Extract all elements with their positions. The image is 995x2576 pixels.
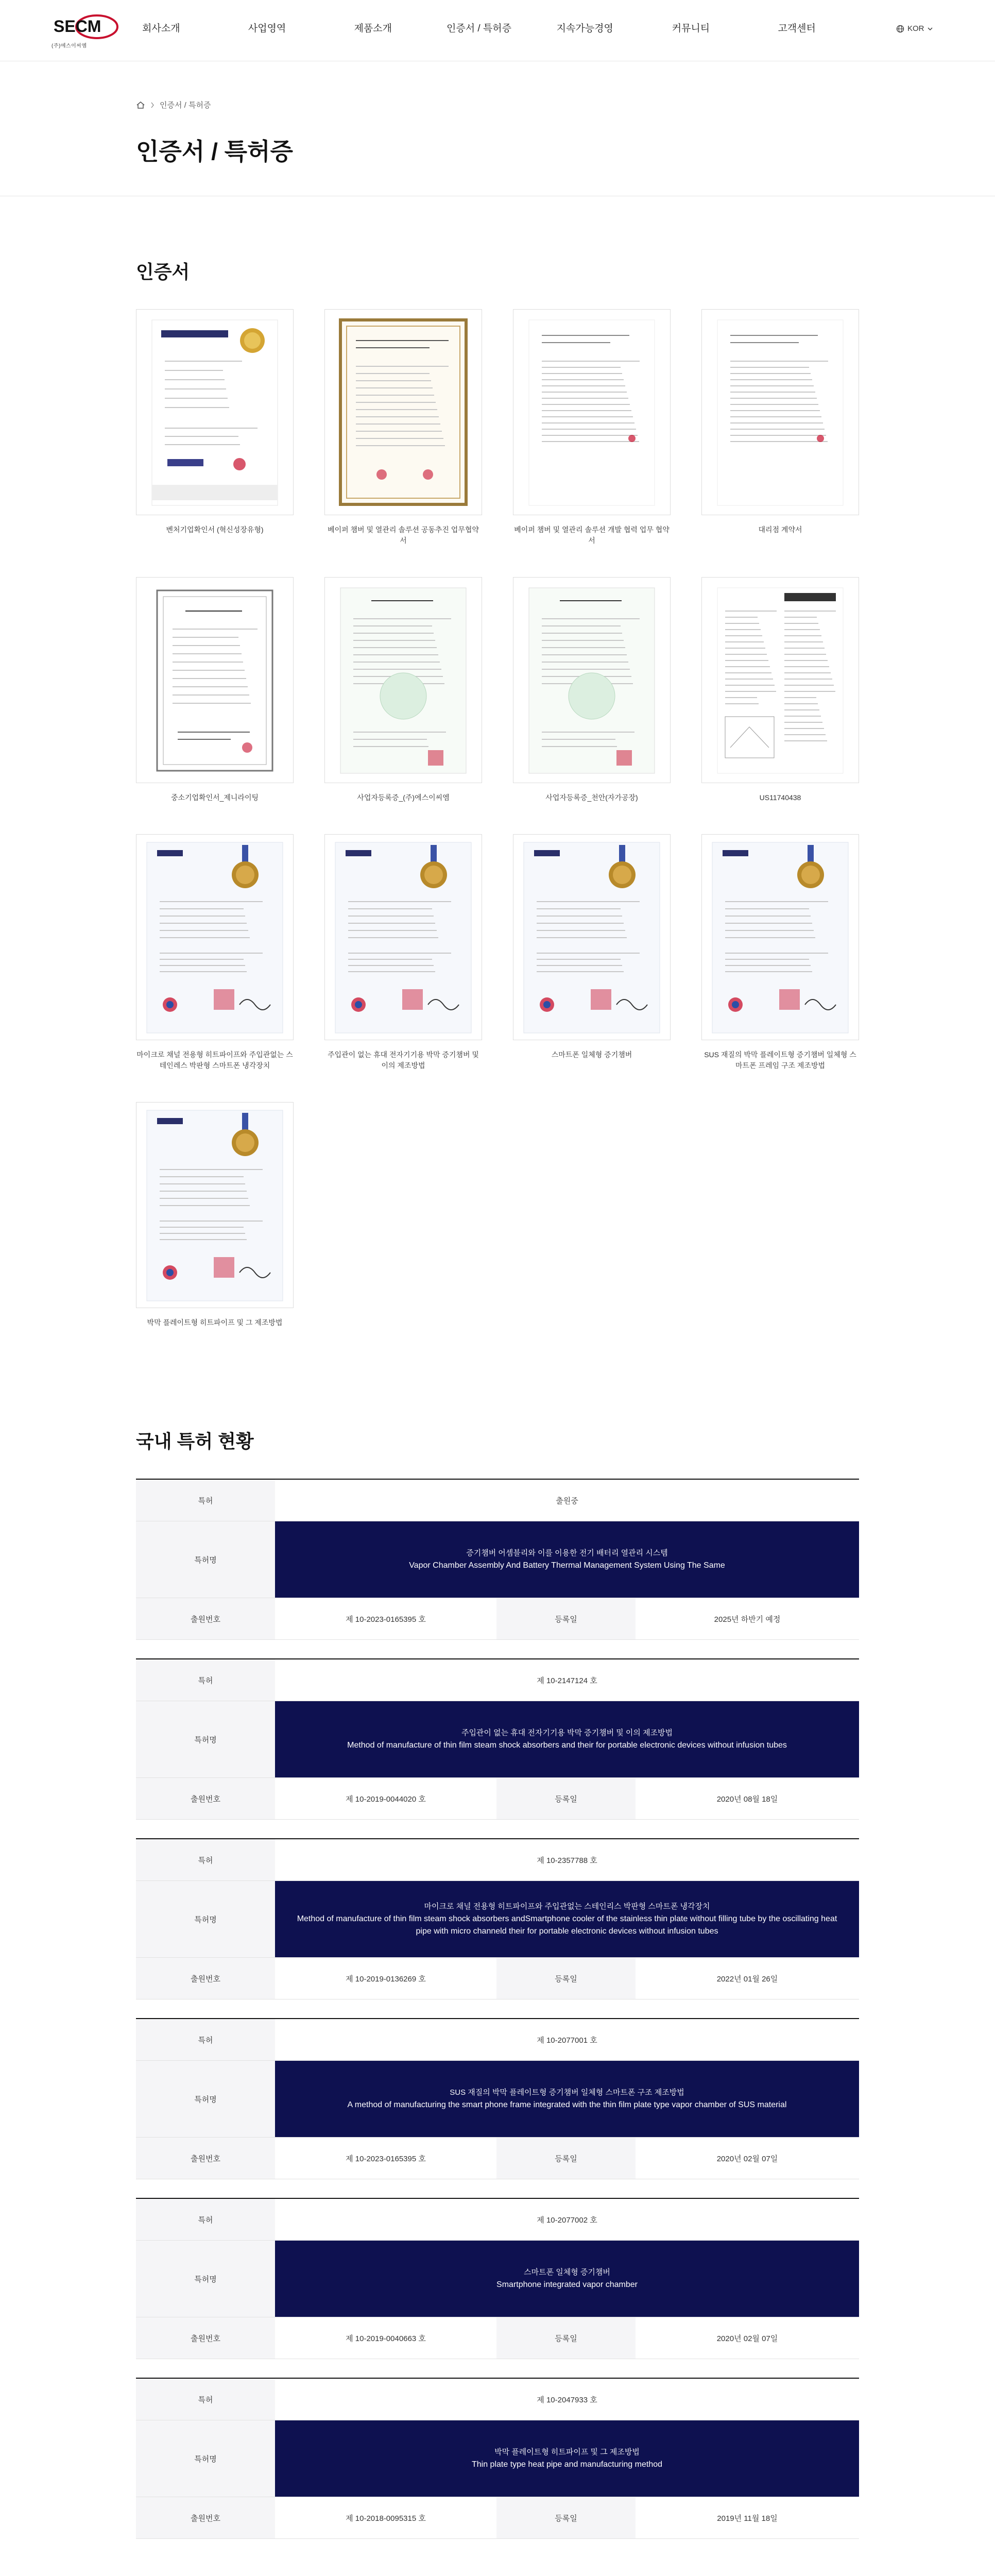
- application-number: 제 10-2023-0165395 호: [346, 2154, 426, 2163]
- registration-date: 2020년 02월 07일: [716, 2334, 778, 2343]
- patent-name-ko: 주입관이 없는 휴대 전자기기용 박막 증기챔버 및 이의 제조방법: [461, 1728, 673, 1737]
- globe-icon: [896, 25, 904, 33]
- registration-date-label: 등록일: [496, 2497, 636, 2538]
- patent-number: 제 10-2147124 호: [537, 1676, 597, 1685]
- nav-item-business[interactable]: 사업영역: [248, 23, 286, 34]
- patent-name-label: 특허명: [136, 2061, 275, 2137]
- certificate-card[interactable]: [513, 577, 671, 803]
- certificate-card[interactable]: [513, 834, 671, 1071]
- certificate-image[interactable]: [513, 309, 671, 515]
- certificate-image[interactable]: [701, 834, 859, 1040]
- certificate-card[interactable]: [136, 834, 294, 1071]
- language-selector[interactable]: [896, 22, 933, 36]
- application-number-label: 출원번호: [136, 2138, 275, 2179]
- certificate-card[interactable]: [136, 309, 294, 546]
- patent-table: [136, 1479, 859, 1640]
- patent-number: 출원중: [556, 1496, 578, 1505]
- patent-name-en: Smartphone integrated vapor chamber: [496, 2280, 638, 2289]
- certificate-card[interactable]: [701, 309, 859, 546]
- patent-label: 특허: [136, 1839, 275, 1880]
- patent-table: [136, 2198, 859, 2359]
- application-number: 제 10-2018-0095315 호: [346, 2514, 426, 2523]
- nav-item-products[interactable]: 제품소개: [354, 23, 392, 34]
- application-number-label: 출원번호: [136, 2317, 275, 2359]
- patent-name-label: 특허명: [136, 1881, 275, 1957]
- registration-date: 2025년 하반기 예정: [714, 1615, 781, 1624]
- home-icon[interactable]: [136, 101, 145, 109]
- certificate-image[interactable]: [136, 834, 294, 1040]
- patent-name-en: A method of manufacturing the smart phone frame integrated with the thin film plate type vapor chamber of SUS material: [347, 2100, 787, 2109]
- patent-name-label: 특허명: [136, 2420, 275, 2497]
- certificate-grid: [136, 309, 859, 1328]
- certificate-card[interactable]: [136, 1102, 294, 1328]
- patent-label: 특허: [136, 2019, 275, 2060]
- certificate-caption: 스마트폰 일체형 증기챔버: [551, 1050, 632, 1059]
- certificate-caption: 베이퍼 챔버 및 열관리 솔루션 공동추진 업무협약서: [328, 526, 479, 545]
- certificates-heading: 인증서: [136, 261, 190, 282]
- patent-name: [275, 1881, 859, 1957]
- certificate-image[interactable]: [136, 309, 294, 515]
- logo-text: SECM: [54, 17, 101, 36]
- nav-item-support[interactable]: 고객센터: [778, 23, 816, 34]
- breadcrumb-current[interactable]: 인증서 / 특허증: [160, 101, 211, 110]
- patent-name-ko: SUS 재질의 박막 플레이트형 증기챔버 일체형 스마트폰 구조 제조방법: [450, 2088, 684, 2097]
- certificate-image[interactable]: [701, 309, 859, 515]
- patent-table: [136, 1838, 859, 1999]
- patent-number: 제 10-2077002 호: [537, 2215, 597, 2225]
- certificate-caption: 사업자등록증_(주)에스이씨엠: [357, 793, 450, 802]
- application-number: 제 10-2019-0044020 호: [346, 1794, 426, 1804]
- registration-date-label: 등록일: [496, 1598, 636, 1639]
- patent-name-ko: 마이크로 채널 전용형 히트파이프와 주입관없는 스테인리스 박판형 스마트폰 냉각장치: [424, 1902, 710, 1911]
- patent-name: [275, 1701, 859, 1777]
- certificate-caption: US11740438: [759, 793, 801, 802]
- chevron-right-icon: [150, 102, 155, 108]
- registration-date-label: 등록일: [496, 2317, 636, 2359]
- certificate-image[interactable]: [136, 1102, 294, 1308]
- certificate-card[interactable]: [324, 834, 482, 1071]
- breadcrumb: [136, 99, 211, 110]
- certificate-caption: 대리점 계약서: [758, 526, 802, 534]
- certificate-image[interactable]: [136, 577, 294, 783]
- registration-date: 2019년 11월 18일: [717, 2514, 778, 2523]
- certificate-card[interactable]: [324, 309, 482, 546]
- certificate-image[interactable]: [701, 577, 859, 783]
- patent-label: 특허: [136, 2199, 275, 2240]
- patent-number: 제 10-2357788 호: [537, 1856, 597, 1865]
- certificate-card[interactable]: [701, 577, 859, 803]
- patent-name-ko: 박막 플레이트형 히트파이프 및 그 제조방법: [494, 2448, 640, 2456]
- application-number: 제 10-2019-0040663 호: [346, 2334, 426, 2343]
- certificate-caption: 사업자등록증_천안(자가공장): [545, 793, 638, 802]
- main-nav: [108, 22, 850, 36]
- registration-date: 2022년 01월 26일: [716, 1974, 778, 1984]
- registration-date-label: 등록일: [496, 2138, 636, 2179]
- patent-name-ko: 증기챔버 어셈블리와 이를 이용한 전기 배터리 열관리 시스템: [466, 1549, 668, 1557]
- patent-table: [136, 2018, 859, 2179]
- patent-name-label: 특허명: [136, 2241, 275, 2317]
- certificate-caption: 박막 플레이트형 히트파이프 및 그 제조방법: [147, 1318, 283, 1327]
- patent-label: 특허: [136, 1659, 275, 1701]
- nav-item-certificates[interactable]: 인증서 / 특허증: [447, 23, 511, 34]
- registration-date: 2020년 02월 07일: [716, 2154, 778, 2163]
- patent-name-en: Method of manufacture of thin film steam shock absorbers andSmartphone cooler of the stainless thin plate without filling tube by the oscillating heat pipe with micro channeld their for portable electronic devices without infusion tubes: [297, 1914, 837, 1936]
- registration-date-label: 등록일: [496, 1958, 636, 1999]
- patent-number: 제 10-2077001 호: [537, 2036, 597, 2045]
- certificate-image[interactable]: [513, 577, 671, 783]
- domestic-patent-list: [136, 1479, 859, 2557]
- certificate-caption: 주입관이 없는 휴대 전자기기용 박막 증기챔버 및 이의 제조방법: [328, 1050, 479, 1070]
- page-title-area: [0, 61, 995, 196]
- certificate-card[interactable]: [136, 577, 294, 803]
- nav-item-company[interactable]: 회사소개: [142, 23, 180, 34]
- patent-number: 제 10-2047933 호: [537, 2395, 597, 2404]
- patent-name-label: 특허명: [136, 1521, 275, 1598]
- patent-name-ko: 스마트폰 일체형 증기챔버: [524, 2268, 610, 2277]
- certificate-card[interactable]: [513, 309, 671, 546]
- patent-name-en: Thin plate type heat pipe and manufacturing method: [471, 2460, 663, 2469]
- nav-item-community[interactable]: 커뮤니티: [672, 23, 710, 34]
- certificate-image[interactable]: [324, 577, 482, 783]
- application-number-label: 출원번호: [136, 2497, 275, 2538]
- patent-label: 특허: [136, 1480, 275, 1521]
- logo-subtext: (주)에스이씨엠: [52, 43, 87, 49]
- nav-item-esg[interactable]: 지속가능경영: [556, 23, 613, 34]
- certificate-caption: 벤처기업확인서 (혁신성장유형): [166, 526, 264, 534]
- site-header: [0, 0, 995, 61]
- patent-table: [136, 2378, 859, 2539]
- language-label: KOR: [907, 24, 924, 33]
- certificate-image[interactable]: [513, 834, 671, 1040]
- page-title: 인증서 / 특허증: [136, 138, 293, 165]
- patent-name-en: Vapor Chamber Assembly And Battery Thermal Management System Using The Same: [409, 1561, 725, 1570]
- patent-table: [136, 1658, 859, 1820]
- application-number-label: 출원번호: [136, 1778, 275, 1819]
- application-number-label: 출원번호: [136, 1598, 275, 1639]
- domestic-patents-heading: 국내 특허 현황: [136, 1431, 254, 1452]
- patent-name: [275, 2241, 859, 2317]
- certificate-caption: 중소기업확인서_제니라이팅: [170, 793, 259, 802]
- certificate-card[interactable]: [324, 577, 482, 803]
- certificate-caption: 베이퍼 챔버 및 열관리 솔루션 개발 협력 업무 협약서: [514, 526, 670, 545]
- registration-date: 2020년 08월 18일: [716, 1794, 778, 1804]
- patent-name: [275, 2061, 859, 2137]
- chevron-down-icon: [928, 26, 933, 31]
- patent-name-en: Method of manufacture of thin film steam shock absorbers and their for portable electronic devices without infusion tubes: [347, 1741, 787, 1750]
- patent-label: 특허: [136, 2379, 275, 2420]
- certificate-caption: 마이크로 채널 전용형 히트파이프와 주입관없는 스테인레스 박판형 스마트폰 냉각장치: [136, 1050, 293, 1070]
- certificate-image[interactable]: [324, 834, 482, 1040]
- application-number: 제 10-2019-0136269 호: [346, 1974, 426, 1984]
- patent-name: [275, 1521, 859, 1598]
- patent-name: [275, 2420, 859, 2497]
- application-number: 제 10-2023-0165395 호: [346, 1615, 426, 1624]
- application-number-label: 출원번호: [136, 1958, 275, 1999]
- registration-date-label: 등록일: [496, 1778, 636, 1819]
- certificate-card[interactable]: [701, 834, 859, 1071]
- certificate-image[interactable]: [324, 309, 482, 515]
- patent-name-label: 특허명: [136, 1701, 275, 1777]
- certificate-caption: SUS 재질의 박막 플레이트형 증기챔버 일체형 스마트폰 프레임 구조 제조방법: [704, 1050, 856, 1070]
